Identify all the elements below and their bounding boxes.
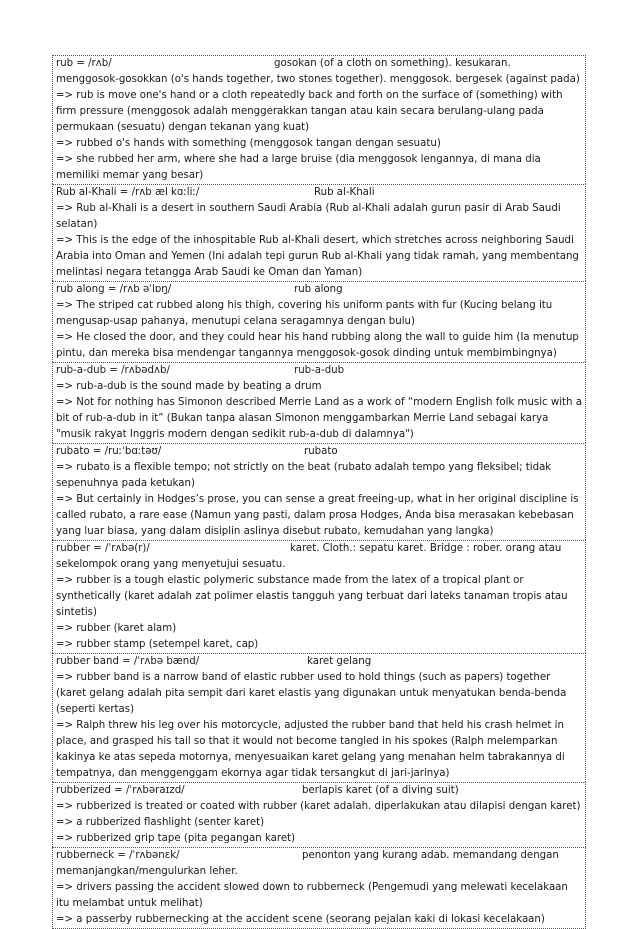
headword-pronunciation: rub-a-dub = /rʌbədʌb/: [56, 365, 170, 376]
headword-pronunciation: rubber = /ˈrʌbə(r)/: [56, 543, 150, 554]
short-gloss: gosokan (of a cloth on something). kesukaran.: [274, 58, 511, 69]
short-gloss: rub along: [294, 284, 343, 295]
short-gloss: karet. Cloth.: sepatu karet. Bridge : rober. orang atau: [290, 543, 562, 554]
example-line: => The striped cat rubbed along his thigh, covering his uniform pants with fur (Kucing belang itu mengusap-usap pahanya, menutupi celana seragamnya dengan bulu): [56, 300, 553, 327]
example-line: => a passerby rubbernecking at the accident scene (seorang pejalan kaki di lokasi kecelakaan): [56, 914, 545, 925]
entry-header: [56, 541, 582, 557]
entry-header: [56, 363, 582, 379]
headword-pronunciation: rubber band = /ˈrʌbə bænd/: [56, 656, 200, 667]
entry-header: [56, 848, 582, 864]
example-line: => Not for nothing has Simonon described Merrie Land as a work of “modern English folk music with a bit of rub-a-dub in it” (Bukan tanpa alasan Simonon menggambarkan Merrie Land sebagai karya "musik rakyat Inggris modern dengan sedikit rub-a-dub di dalamnya"): [56, 397, 582, 440]
dictionary-entry: [52, 782, 586, 847]
headword-pronunciation: rub = /rʌb/: [56, 58, 112, 69]
headword-pronunciation: Rub al-Khali = /rʌb æl kɑːliː/: [56, 187, 200, 198]
dictionary-entry: [52, 847, 586, 929]
example-line: => a rubberized flashlight (senter karet): [56, 817, 265, 828]
short-gloss: rubato: [304, 446, 338, 457]
definition-line: sekelompok orang yang menyetujui sesuatu.: [56, 559, 286, 570]
definition-line: menggosok-gosokkan (o's hands together, two stones together). menggosok. bergesek (against pada): [56, 74, 580, 85]
example-line: => rubberized is treated or coated with rubber (karet adalah. diperlakukan atau dilapisi dengan karet): [56, 801, 581, 812]
short-gloss: karet gelang: [307, 656, 372, 667]
short-gloss: rub-a-dub: [294, 365, 345, 376]
dictionary-entry: [52, 184, 586, 281]
example-line: => This is the edge of the inhospitable Rub al-Khali desert, which stretches across neighboring Saudi Arabia into Oman and Yemen (Ini adalah tepi gurun Rub al-Khali yang tidak ramah, yang membentang melintasi negara tetangga Arab Saudi ke Oman dan Yaman): [56, 235, 579, 278]
dictionary-entry: [52, 55, 586, 184]
example-line: => He closed the door, and they could hear his hand rubbing along the wall to guide him (Ia menutup pintu, dan mereka bisa mendengar tangannya menggosok-gosok dinding untuk membimbingnya): [56, 332, 579, 359]
short-gloss: Rub al-Khali: [314, 187, 375, 198]
example-line: => Rub al-Khali is a desert in southern Saudi Arabia (Rub al-Khali adalah gurun pasir di Arab Saudi selatan): [56, 203, 561, 230]
short-gloss: penonton yang kurang adab. memandang dengan: [302, 850, 559, 861]
example-line: => drivers passing the accident slowed down to rubberneck (Pengemudi yang melewati kecelakaan itu melambat untuk melihat): [56, 882, 568, 909]
example-line: => Ralph threw his leg over his motorcycle, adjusted the rubber band that held his crash helmet in place, and grasped his tail so that it would not become tangled in his spokes (Ralph melemparkan kakinya ke atas sepeda motornya, menyesuaikan karet gelang yang menahan helm tabrakannya di tempatnya, dan menggenggam ekornya agar tidak tersangkut di jari-jarinya): [56, 720, 565, 779]
example-line: => rub is move one's hand or a cloth repeatedly back and forth on the surface of (something) with firm pressure (menggosok adalah menggerakkan tangan atau kain secara berulang-ulang pada permukaan (sesuatu) dengan tekanan yang kuat): [56, 90, 563, 133]
example-line: => rubato is a flexible tempo; not strictly on the beat (rubato adalah tempo yang fleksibel; tidak sepenuhnya pada ketukan): [56, 462, 552, 489]
example-line: => rubber band is a narrow band of elastic rubber used to hold things (such as papers) together (karet gelang adalah pita sempit dari karet elastis yang digunakan untuk menyatukan benda-benda (seperti kertas): [56, 672, 567, 715]
dictionary-entry: [52, 281, 586, 362]
headword-pronunciation: rubato = /ruːˈbɑːtəʊ/: [56, 446, 162, 457]
headword-pronunciation: rubberized = /ˈrʌbəraɪzd/: [56, 785, 185, 796]
example-line: => rub-a-dub is the sound made by beating a drum: [56, 381, 322, 392]
example-line: => rubber (karet alam): [56, 623, 177, 634]
entry-header: [56, 185, 582, 201]
entry-header: [56, 444, 582, 460]
example-line: => rubbed o's hands with something (menggosok tangan dengan sesuatu): [56, 138, 441, 149]
example-line: => she rubbed her arm, where she had a large bruise (dia menggosok lengannya, di mana dia memiliki memar yang besar): [56, 154, 541, 181]
dictionary-entry: [52, 443, 586, 540]
example-line: => But certainly in Hodges’s prose, you can sense a great freeing-up, what in her original discipline is called rubato, a rare ease (Namun yang pasti, dalam prosa Hodges, Anda bisa merasakan kebebasan yang luar biasa, yang dalam disiplin aslinya disebut rubato, kemudahan yang langka): [56, 494, 579, 537]
definition-line: memanjangkan/mengulurkan leher.: [56, 866, 238, 877]
entry-header: [56, 654, 582, 670]
example-line: => rubber is a tough elastic polymeric substance made from the latex of a tropical plant or synthetically (karet adalah zat polimer elastis tangguh yang terbuat dari lateks tanaman tropis atau sintetis): [56, 575, 568, 618]
entry-header: [56, 783, 582, 799]
entry-header: [56, 282, 582, 298]
dictionary-entry: [52, 540, 586, 653]
headword-pronunciation: rub along = /rʌb əˈlɒŋ/: [56, 284, 172, 295]
entry-header: [56, 56, 582, 72]
short-gloss: berlapis karet (of a diving suit): [302, 785, 459, 796]
dictionary-entry: [52, 362, 586, 443]
example-line: => rubber stamp (setempel karet, cap): [56, 639, 259, 650]
dictionary-entry: [52, 653, 586, 782]
dictionary-page: [52, 55, 586, 929]
example-line: => rubberized grip tape (pita pegangan karet): [56, 833, 296, 844]
headword-pronunciation: rubberneck = /ˈrʌbənɛk/: [56, 850, 180, 861]
